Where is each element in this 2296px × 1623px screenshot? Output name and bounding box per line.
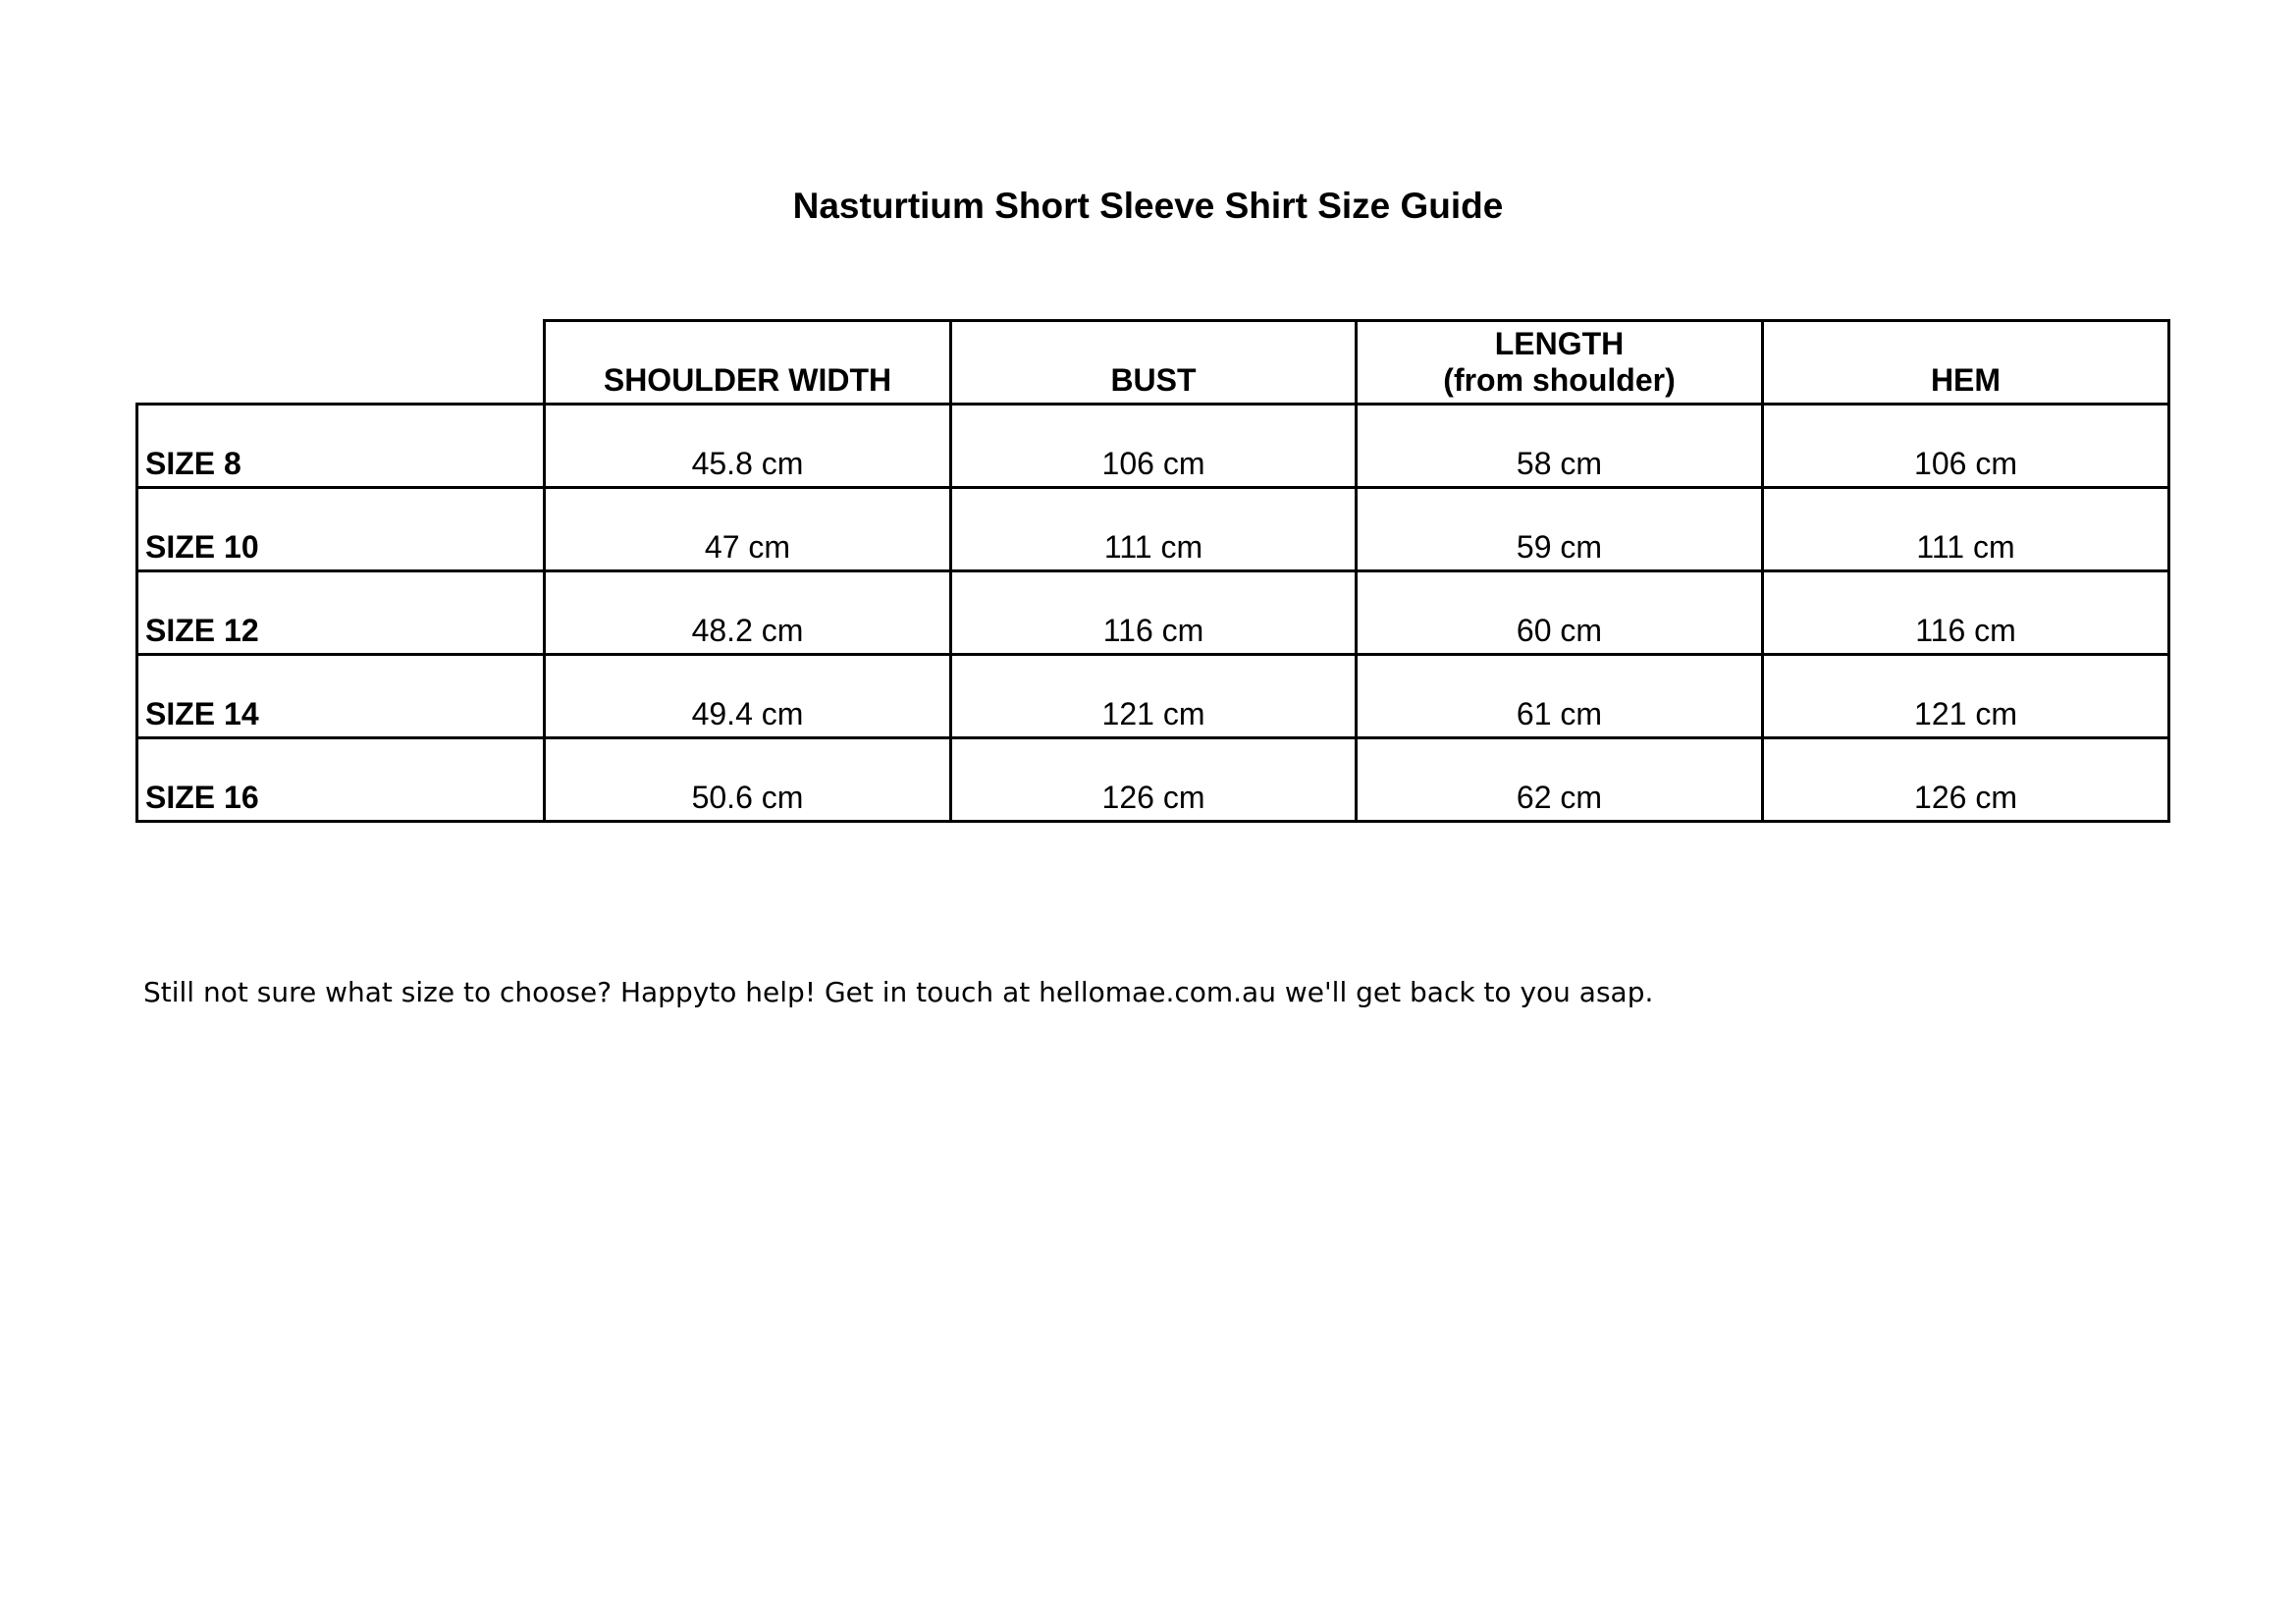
table-row bbox=[137, 738, 2169, 822]
cell-hem: 121 cm bbox=[1763, 655, 2169, 738]
cell-bust: 116 cm bbox=[951, 571, 1357, 655]
cell-shoulder-width: 47 cm bbox=[545, 488, 951, 571]
column-header-hem bbox=[1763, 321, 2169, 405]
page-title: Nasturtium Short Sleeve Shirt Size Guide bbox=[792, 186, 1504, 226]
cell-bust: 111 cm bbox=[951, 488, 1357, 571]
contact-note: Still not sure what size to choose? Happyto help! Get in touch at hellomae.com.au we'll get back to you asap. bbox=[143, 976, 1654, 1008]
cell-hem: 111 cm bbox=[1763, 488, 2169, 571]
row-label-size-12: SIZE 12 bbox=[137, 571, 545, 655]
column-header-line: LENGTH bbox=[1494, 326, 1625, 361]
column-header-shoulder-width bbox=[545, 321, 951, 405]
cell-hem: 126 cm bbox=[1763, 738, 2169, 822]
cell-hem: 116 cm bbox=[1763, 571, 2169, 655]
column-header-line: SHOULDER WIDTH bbox=[603, 362, 892, 398]
cell-shoulder-width: 50.6 cm bbox=[545, 738, 951, 822]
column-header-bust bbox=[951, 321, 1357, 405]
row-label-size-16: SIZE 16 bbox=[137, 738, 545, 822]
cell-shoulder-width: 45.8 cm bbox=[545, 405, 951, 488]
cell-bust: 126 cm bbox=[951, 738, 1357, 822]
cell-bust: 106 cm bbox=[951, 405, 1357, 488]
size-guide-table bbox=[135, 319, 2170, 823]
cell-length: 60 cm bbox=[1357, 571, 1763, 655]
table-corner-cell bbox=[137, 321, 545, 405]
cell-hem: 106 cm bbox=[1763, 405, 2169, 488]
cell-shoulder-width: 48.2 cm bbox=[545, 571, 951, 655]
column-header-line: BUST bbox=[1110, 362, 1197, 398]
table-row bbox=[137, 571, 2169, 655]
cell-bust: 121 cm bbox=[951, 655, 1357, 738]
column-header-length bbox=[1357, 321, 1763, 405]
cell-length: 62 cm bbox=[1357, 738, 1763, 822]
table-row bbox=[137, 488, 2169, 571]
column-header-subline: (from shoulder) bbox=[1443, 362, 1676, 398]
column-header-line: HEM bbox=[1930, 362, 2002, 398]
table-header-row bbox=[137, 321, 2169, 405]
cell-length: 58 cm bbox=[1357, 405, 1763, 488]
row-label-size-14: SIZE 14 bbox=[137, 655, 545, 738]
cell-length: 61 cm bbox=[1357, 655, 1763, 738]
row-label-size-10: SIZE 10 bbox=[137, 488, 545, 571]
cell-shoulder-width: 49.4 cm bbox=[545, 655, 951, 738]
table-row bbox=[137, 655, 2169, 738]
row-label-size-8: SIZE 8 bbox=[137, 405, 545, 488]
table-row bbox=[137, 405, 2169, 488]
cell-length: 59 cm bbox=[1357, 488, 1763, 571]
